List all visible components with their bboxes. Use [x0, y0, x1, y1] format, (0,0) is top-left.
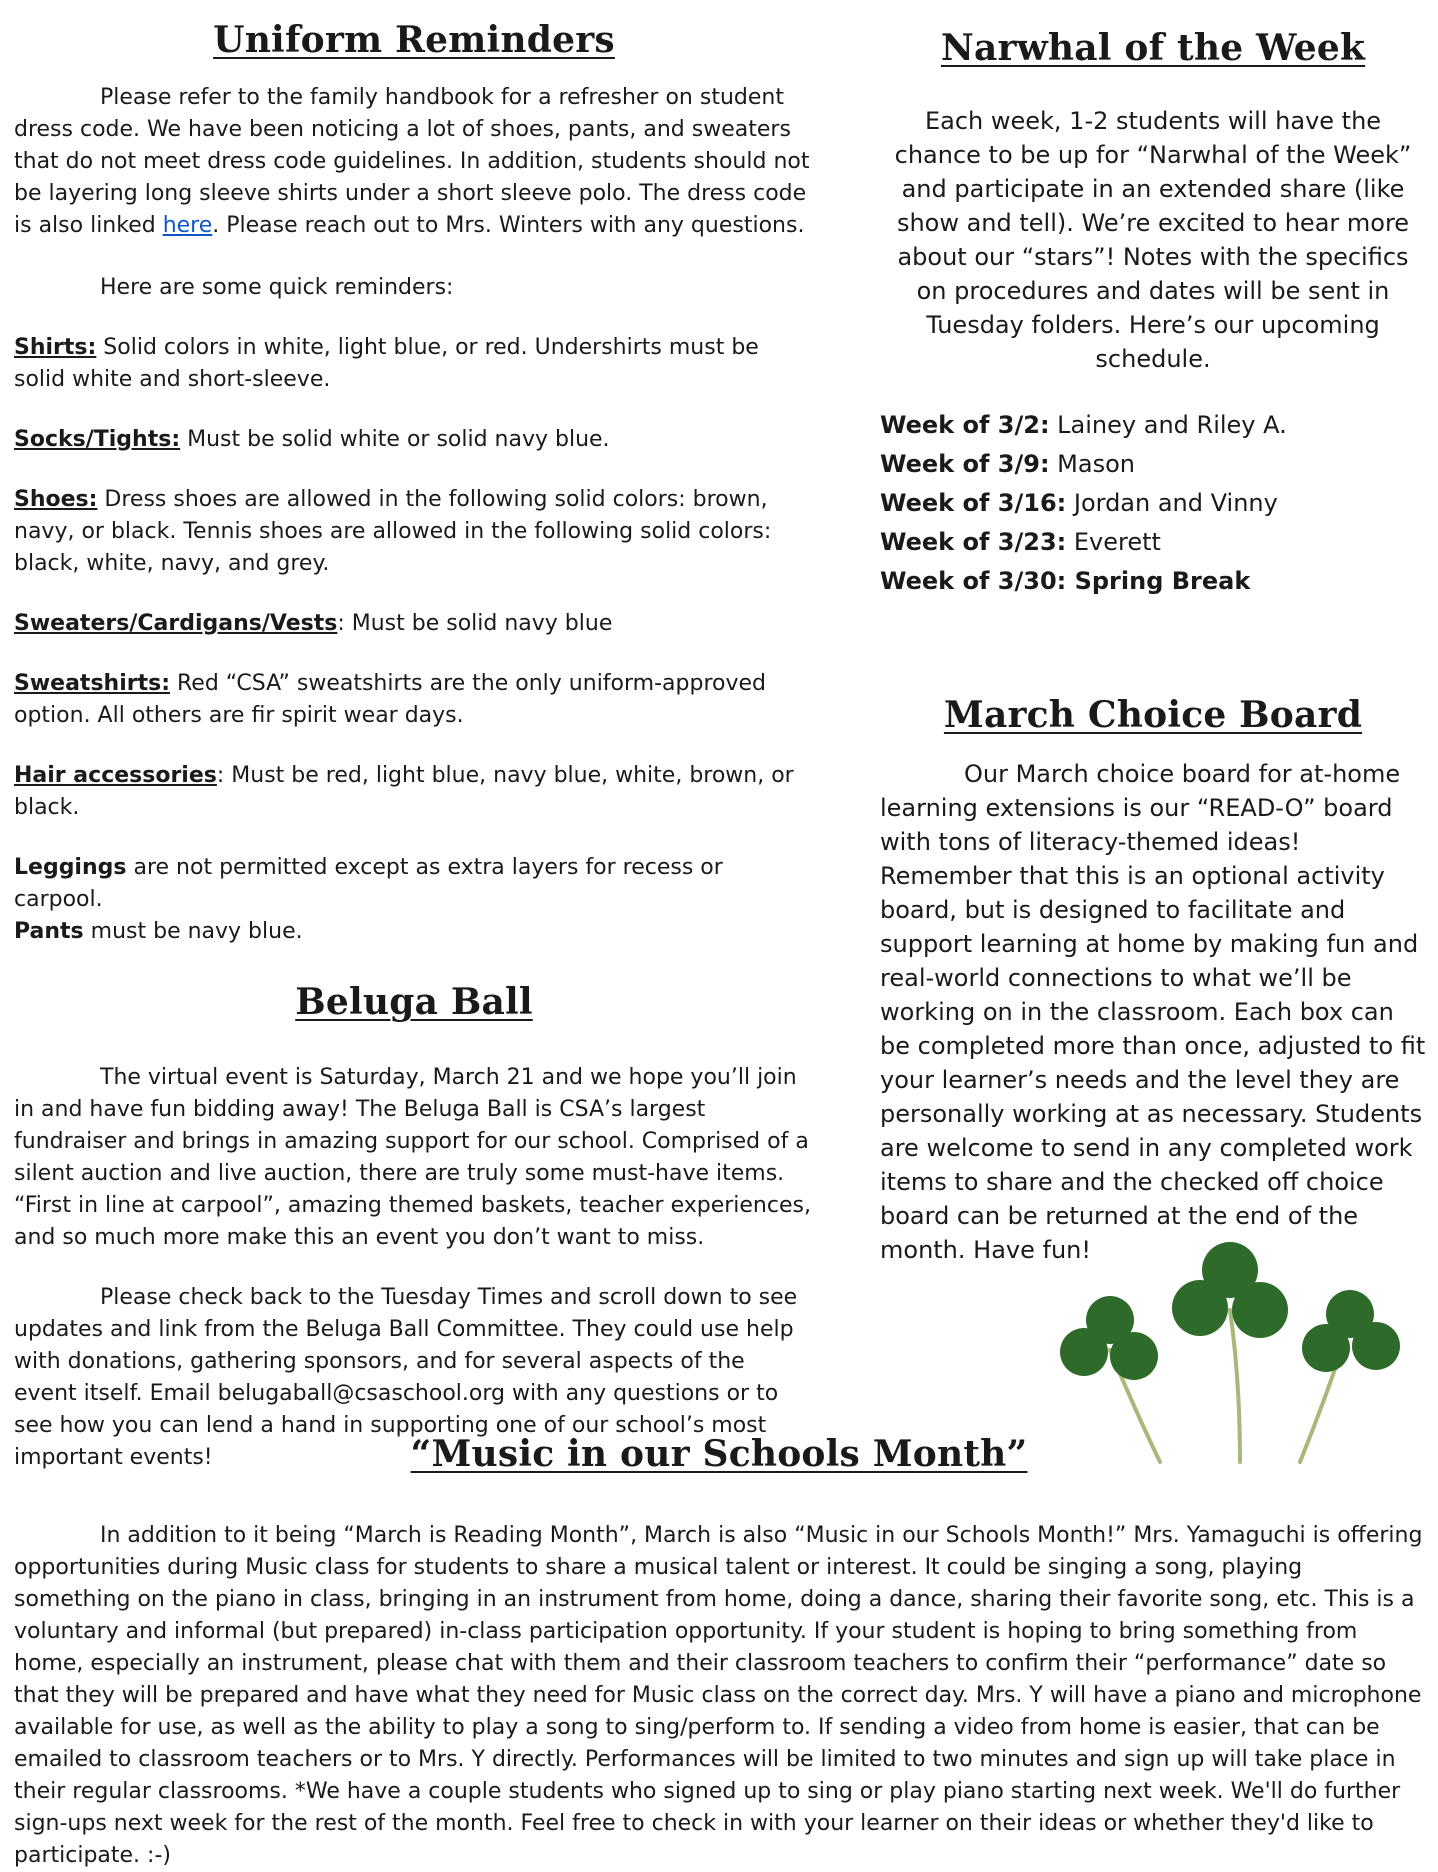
reminders-lead: Here are some quick reminders:	[100, 275, 454, 300]
narwhal-heading: Narwhal of the Week	[940, 27, 1366, 69]
schedule-week: Week of 3/9:	[880, 450, 1050, 478]
beluga-paragraph-2: Please check back to the Tuesday Times and scroll down to see updates and link from the Beluga Ball Committee. They could use help with donations, gathering sponsors, and for several aspects of the event itself. Email belugaball@csaschool.org with any questions or to see how you can lend a hand in supporting one of our school’s most important events!	[14, 1285, 798, 1470]
left-column	[14, 14, 814, 1474]
march-choice-board-heading: March Choice Board	[943, 694, 1363, 736]
schedule-row	[880, 484, 1426, 523]
uniform-intro-text-end: . Please reach out to Mrs. Winters with any questions.	[212, 213, 805, 238]
leggings-rule	[14, 852, 814, 916]
schedule-row	[880, 562, 1426, 601]
sweaters-text: : Must be solid navy blue	[337, 611, 613, 636]
socks-text: Must be solid white or solid navy blue.	[180, 427, 610, 452]
music-heading: “Music in our Schools Month”	[410, 1433, 1028, 1475]
pants-text: must be navy blue.	[83, 919, 303, 944]
schedule-names: Jordan and Vinny	[1066, 489, 1278, 517]
music-section	[14, 1428, 1424, 1872]
schedule-row	[880, 523, 1426, 562]
beluga-paragraph-1: The virtual event is Saturday, March 21 and we hope you’ll join in and have fun bidding away! The Beluga Ball is CSA’s largest fundraiser and brings in amazing support for our school. Comprised of a silent auction and live auction, there are truly some must-have items. “First in line at carpool”, amazing themed baskets, teacher experiences, and so much more make this an event you don’t want to miss.	[14, 1065, 811, 1250]
hair-label: Hair accessories	[14, 763, 217, 788]
schedule-names: Spring Break	[1066, 567, 1251, 595]
shoes-text: Dress shoes are allowed in the following solid colors: brown, navy, or black. Tennis shoes are allowed in the following solid colors: black, white, navy, and grey.	[14, 487, 772, 576]
schedule-week: Week of 3/23:	[880, 528, 1067, 556]
schedule-week: Week of 3/30:	[880, 567, 1067, 595]
sweatshirts-rule	[14, 668, 814, 732]
shirts-text: Solid colors in white, light blue, or red. Undershirts must be solid white and short-sleeve.	[14, 335, 759, 392]
schedule-row	[880, 445, 1426, 484]
schedule-week: Week of 3/2:	[880, 411, 1050, 439]
uniform-intro-text: Please refer to the family handbook for a refresher on student dress code. We have been noticing a lot of shoes, pants, and sweaters that do not meet dress code guidelines. In addition, students should not be layering long sleeve shirts under a short sleeve polo. The dress code is also linked	[14, 85, 810, 238]
socks-label: Socks/Tights:	[14, 427, 181, 452]
pants-rule	[14, 916, 814, 948]
beluga-ball-heading: Beluga Ball	[295, 981, 533, 1023]
dress-code-link[interactable]: here	[162, 213, 213, 238]
narwhal-intro: Each week, 1-2 students will have the chance to be up for “Narwhal of the Week” and participate in an extended share (like show and tell). We’re excited to hear more about our “stars”! Notes with the specifics on procedures and dates will be sent in Tuesday folders. Here’s our upcoming schedule.	[894, 107, 1412, 373]
hair-rule	[14, 760, 814, 824]
choice-board-body: Our March choice board for at-home learning extensions is our “READ-O” board with tons of literacy-themed ideas! Remember that this is an optional activity board, but is designed to facilitate and support learning at home by making fun and real-world connections to what we’ll be working on in the classroom. Each box can be completed more than once, adjusted to fit your learner’s needs and the level they are personally working at as necessary. Students are welcome to send in any completed work items to share and the checked off choice board can be returned at the end of the month. Have fun!	[880, 760, 1426, 1264]
narwhal-schedule	[880, 406, 1426, 601]
shirts-label: Shirts:	[14, 335, 97, 360]
music-body: In addition to it being “March is Reading Month”, March is also “Music in our Schools Month!” Mrs. Yamaguchi is offering opportunities during Music class for students to share a musical talent or interest. It could be singing a song, playing something on the piano in class, bringing in an instrument from home, doing a dance, sharing their favorite song, etc. This is a voluntary and informal (but prepared) in-class participation opportunity. If your student is hoping to bring something from home, especially an instrument, please chat with them and their classroom teachers to confirm their “performance” date so that they will be prepared and have what they need for Music class on the correct day. Mrs. Y will have a piano and microphone available for use, as well as the ability to play a song to sing/perform to. If sending a video from home is easier, that can be emailed to classroom teachers or to Mrs. Y directly. Performances will be limited to two minutes and sign up will take place in their regular classrooms. *We have a couple students who signed up to sing or play piano starting next week. We'll do further sign-ups next week for the rest of the month. Feel free to check in with your learner on their ideas or whether they'd like to participate. :-)	[14, 1523, 1423, 1868]
hair-text: : Must be red, light blue, navy blue, white, brown, or black.	[14, 763, 794, 820]
socks-rule	[14, 424, 814, 456]
uniform-intro	[14, 82, 814, 242]
schedule-week: Week of 3/16:	[880, 489, 1067, 517]
shoes-rule	[14, 484, 814, 580]
schedule-names: Everett	[1066, 528, 1161, 556]
sweatshirts-label: Sweatshirts:	[14, 671, 171, 696]
shirts-rule	[14, 332, 814, 396]
pants-label: Pants	[14, 919, 84, 944]
schedule-row	[880, 406, 1426, 445]
shoes-label: Shoes:	[14, 487, 98, 512]
sweaters-rule	[14, 608, 814, 640]
uniform-reminders-heading: Uniform Reminders	[213, 19, 615, 61]
schedule-names: Lainey and Riley A.	[1049, 411, 1287, 439]
sweatshirts-text: Red “CSA” sweatshirts are the only uniform-approved option. All others are fir spirit wear days.	[14, 671, 766, 728]
leggings-label: Leggings	[14, 855, 127, 880]
schedule-names: Mason	[1049, 450, 1135, 478]
leggings-text: are not permitted except as extra layers for recess or carpool.	[14, 855, 723, 912]
sweaters-label: Sweaters/Cardigans/Vests	[14, 611, 338, 636]
right-column	[880, 22, 1426, 1267]
